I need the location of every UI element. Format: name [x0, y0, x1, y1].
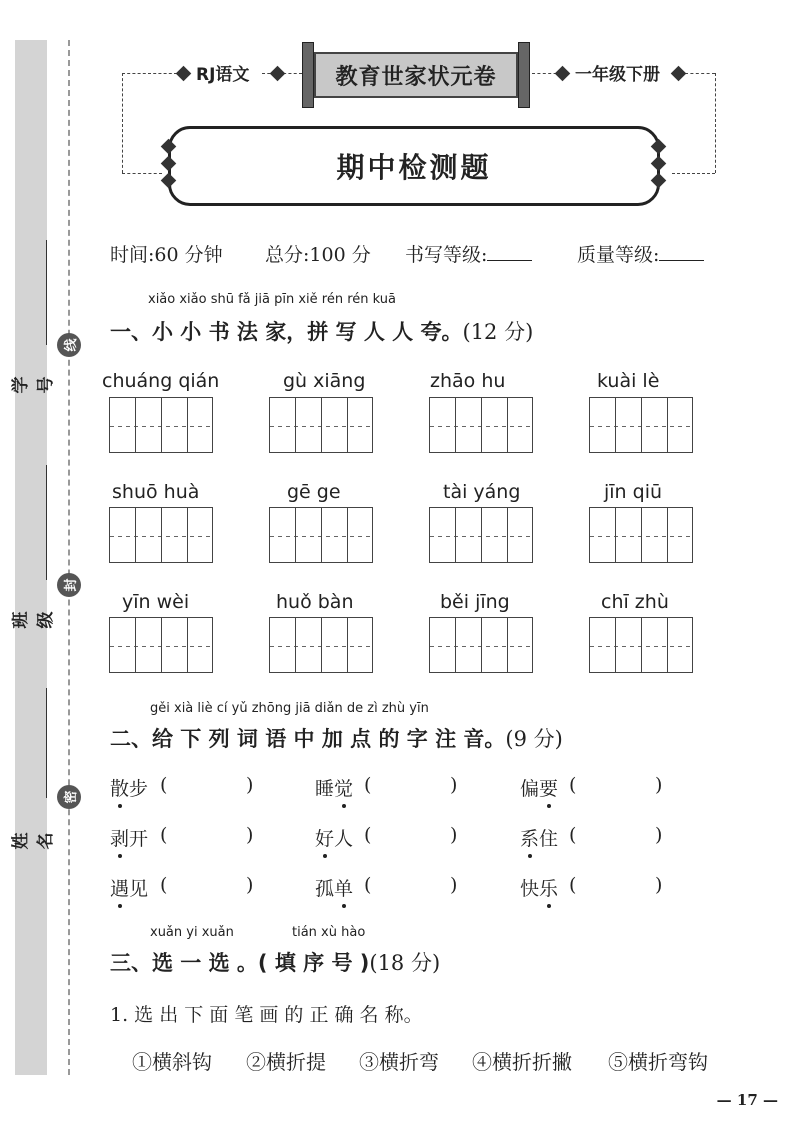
word-item: 遇见	[110, 878, 149, 900]
section2-pinyin: gěi xià liè cí yǔ zhōng jiā diǎn de zì zhù yīn	[150, 701, 429, 716]
paren-close: )	[246, 874, 254, 896]
paren-open: (	[569, 824, 577, 846]
subject-label: RJ语文	[196, 65, 250, 85]
paren-close: )	[246, 824, 254, 846]
writing-grid[interactable]	[269, 397, 373, 453]
name-label: 姓名	[11, 832, 56, 850]
grid-pinyin: zhāo hu	[430, 370, 506, 392]
section3-pinyin-1: xuǎn yi xuǎn	[150, 925, 234, 940]
student-id-label: 学号	[11, 376, 56, 394]
diamond-icon	[270, 66, 286, 82]
section1-title-text: 一、小 小 书 法 家，拼 写 人 人 夸。	[110, 320, 463, 344]
grid-pinyin: jīn qiū	[604, 481, 663, 503]
class-line	[46, 465, 47, 580]
grid-pinyin: chī zhù	[601, 591, 669, 613]
writing-grid[interactable]	[429, 507, 533, 563]
section3-title	[110, 947, 440, 977]
paren-open: (	[364, 824, 372, 846]
section1-pinyin: xiǎo xiǎo shū fǎ jiā pīn xiě rén rén kuā	[148, 292, 396, 307]
quality-grade-label: 质量等级:	[577, 244, 660, 266]
paren-open: (	[364, 774, 372, 796]
grid-pinyin: chuáng qián	[102, 370, 220, 392]
paren-close: )	[450, 774, 458, 796]
writing-grade-label: 书写等级:	[405, 244, 488, 266]
word-item: 偏要	[520, 778, 559, 800]
option-1: ①横斜钩	[132, 1050, 212, 1074]
page-number: — 17 —	[716, 1091, 778, 1109]
connector-line	[672, 173, 715, 174]
paren-open: (	[569, 774, 577, 796]
diamond-icon	[555, 66, 571, 82]
exam-total: 总分:100 分	[265, 244, 371, 266]
quality-grade	[577, 240, 704, 267]
paren-close: )	[655, 774, 663, 796]
grid-pinyin: běi jīng	[440, 591, 510, 613]
word-item: 好人	[315, 828, 354, 850]
class-label: 班级	[11, 611, 56, 629]
writing-grid[interactable]	[589, 507, 693, 563]
class-field	[11, 465, 56, 645]
word-item: 散步	[110, 778, 149, 800]
paren-open: (	[569, 874, 577, 896]
grid-pinyin: tài yáng	[443, 481, 521, 503]
word-item: 系住	[520, 828, 559, 850]
seal-mark-secret: 密	[57, 785, 81, 809]
paren-open: (	[364, 874, 372, 896]
diamond-icon	[176, 66, 192, 82]
connector-line	[122, 173, 162, 174]
student-id-line	[46, 240, 47, 345]
connector-line	[122, 73, 177, 74]
seal-mark-seal: 封	[57, 573, 81, 597]
brand-title: 教育世家状元卷	[314, 52, 518, 98]
writing-grid[interactable]	[429, 397, 533, 453]
exam-time: 时间:60 分钟	[110, 244, 223, 266]
option-3: ③横折弯	[359, 1050, 439, 1074]
seal-mark-line: 线	[57, 333, 81, 357]
word-item: 睡觉	[315, 778, 354, 800]
paren-open: (	[160, 874, 168, 896]
scroll-rod	[302, 42, 314, 108]
writing-grid[interactable]	[589, 617, 693, 673]
cut-line	[68, 40, 70, 1075]
word-item: 孤单	[315, 878, 354, 900]
word-item: 快乐	[520, 878, 559, 900]
writing-grid[interactable]	[109, 617, 213, 673]
name-line	[46, 688, 47, 798]
student-id-field	[11, 240, 56, 400]
writing-grade	[405, 240, 532, 267]
paren-close: )	[246, 774, 254, 796]
page-title: 期中检测题	[168, 126, 660, 206]
option-5: ⑤横折弯钩	[608, 1050, 708, 1074]
section2-title-text: 二、给 下 列 词 语 中 加 点 的 字 注 音。	[110, 727, 506, 751]
brand-banner	[300, 42, 532, 108]
grid-pinyin: kuài lè	[597, 370, 660, 392]
writing-grid[interactable]	[269, 617, 373, 673]
section1-points: (12 分)	[462, 320, 534, 344]
writing-grid[interactable]	[109, 507, 213, 563]
paren-close: )	[450, 824, 458, 846]
connector-line	[685, 73, 715, 74]
section3-title-text: 三、选 一 选 。( 填 序 号 )	[110, 951, 370, 975]
grid-pinyin: gù xiāng	[283, 370, 366, 392]
grid-pinyin: shuō huà	[112, 481, 200, 503]
grid-pinyin: yīn wèi	[122, 591, 190, 613]
grid-pinyin: gē ge	[287, 481, 341, 503]
section3-pinyin-2: tián xù hào	[292, 925, 366, 940]
paren-close: )	[655, 874, 663, 896]
paren-close: )	[655, 824, 663, 846]
option-4: ④横折折撇	[472, 1050, 572, 1074]
quality-grade-blank[interactable]	[659, 240, 704, 261]
paren-open: (	[160, 774, 168, 796]
writing-grid[interactable]	[429, 617, 533, 673]
name-field	[11, 688, 56, 858]
writing-grid[interactable]	[109, 397, 213, 453]
writing-grid[interactable]	[589, 397, 693, 453]
scroll-rod	[518, 42, 530, 108]
writing-grade-blank[interactable]	[487, 240, 532, 261]
section2-points: (9 分)	[505, 727, 563, 751]
paren-open: (	[160, 824, 168, 846]
connector-line	[122, 73, 123, 173]
diamond-icon	[671, 66, 687, 82]
section2-title	[110, 723, 563, 753]
option-2: ②横折提	[246, 1050, 326, 1074]
connector-line	[715, 73, 716, 173]
word-item: 剥开	[110, 828, 149, 850]
question-1: 1. 选 出 下 面 笔 画 的 正 确 名 称。	[110, 1004, 423, 1026]
grid-pinyin: huǒ bàn	[276, 591, 354, 613]
writing-grid[interactable]	[269, 507, 373, 563]
section3-points: (18 分)	[369, 951, 441, 975]
section1-title	[110, 316, 533, 346]
paren-close: )	[450, 874, 458, 896]
grade-label: 一年级下册	[575, 65, 660, 85]
